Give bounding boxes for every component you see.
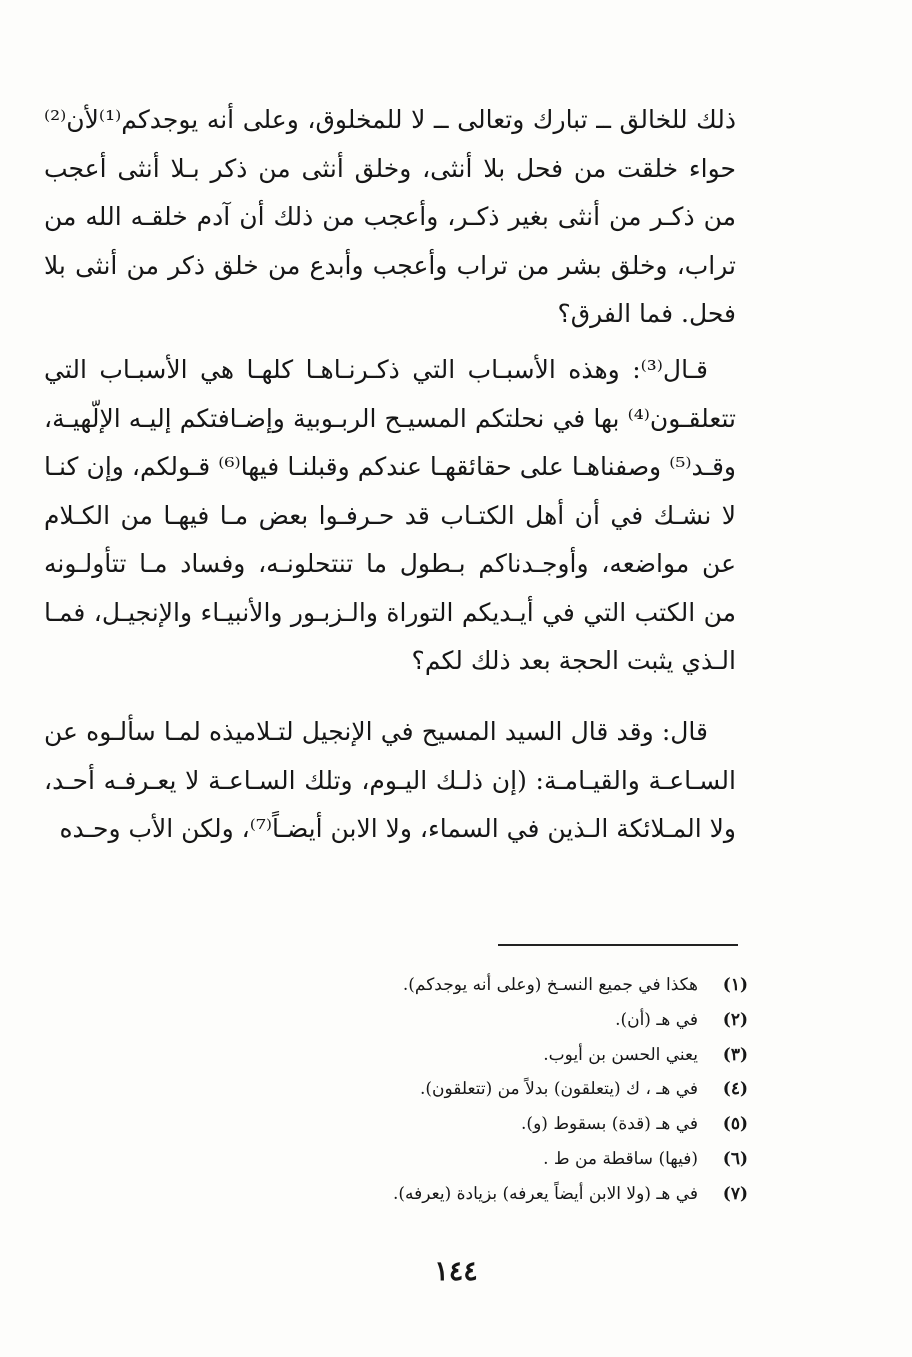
footnote-item (148, 1003, 748, 1038)
footnote-text: هكذا في جميع النسـخ (وعلى أنه يوجدكم). (402, 975, 698, 995)
footnote-number: (٥) (722, 1114, 748, 1135)
footnote-text: في هـ (قدة) بسقوط (و). (521, 1114, 698, 1135)
footnote-separator (498, 944, 738, 946)
body-paragraph (44, 346, 736, 686)
paragraph-text: قال: وقد قال السيد المسيح في الإنجيل لتـلاميذه لمـا سألـوه عن السـاعـة والقيـامـة: (إن ذلـك اليـوم، وتلك السـاعـة لا يعـرفـه أحـد، ولا المـلائكة الـذين في السماء، ولا الابن أيضـاً⁽⁷⁾، ولكن الأب وحـده (44, 717, 736, 843)
footnote-item (148, 1038, 748, 1073)
footnotes-list (148, 968, 748, 1212)
footnote-item (148, 1072, 748, 1107)
footnote-number: (٤) (722, 1079, 748, 1100)
footnote-number: (٣) (722, 1044, 748, 1065)
footnote-text: يعني الحسن بن أيوب. (543, 1044, 698, 1065)
footnote-item (148, 1107, 748, 1142)
page-number: ١٤٤ (434, 1256, 478, 1287)
footnote-text: في هـ (أن). (615, 1009, 698, 1030)
footnote-item (148, 1142, 748, 1177)
footnote-number: (٧) (722, 1183, 748, 1204)
body-paragraph (44, 708, 736, 854)
footnote-number: (١) (722, 975, 748, 995)
footnote-number: (٦) (722, 1148, 748, 1169)
footnote-item (148, 968, 748, 1003)
footnote-number: (٢) (722, 1009, 748, 1030)
paragraph-text: ذلك للخالق ــ تبارك وتعالى ــ لا للمخلوق، وعلى أنه يوجدكم⁽¹⁾لأن⁽²⁾ حواء خلقت من فحل بلا أنثى، وخلق أنثى من ذكر بـلا أنثى أعجب من ذكـر من أنثى بغير ذكـر، وأعجب من ذلك أن آدم خلقـه الله من تراب، وخلق بشر من تراب وأعجب وأبدع من خلق ذكر من أنثى بلا فحل. فما الفرق؟ (44, 105, 736, 328)
footnote-item (148, 1177, 748, 1212)
footnote-text: في هـ (ولا الابن أيضاً يعرفه) بزيادة (يعرفه). (393, 1183, 698, 1204)
paragraph-text: قـال⁽³⁾: وهذه الأسبـاب التي ذكـرنـاهـا كلهـا هي الأسبـاب التي تتعلقـون⁽⁴⁾ بها في نحلتكم المسيـح الربـوبية وإضـافتكم إليـه الإلّهيـة، وقـد⁽⁵⁾ وصفناهـا على حقائقهـا عندكم وقبلنـا فيها⁽⁶⁾ قـولكم، وإن كنـا لا نشـك في أن أهل الكتـاب قد حـرفـوا بعض مـا فيهـا من الكـلام عن مواضعه، وأوجـدناكم بـطول ما تنتحلونـه، وفساد مـا تتأولـونه من الكتب التي في أيـديكم التوراة والـزبـور والأنبيـاء والإنجيـل، فمـا الـذي يثبت الحجة بعد ذلك لكم؟ (44, 355, 736, 675)
body-paragraph (44, 96, 736, 339)
footnote-text: في هـ ، ك (يتعلقون) بدلاً من (تتعلقون). (419, 1079, 698, 1100)
footnote-text: (فيها) ساقطة من ط . (543, 1148, 698, 1169)
